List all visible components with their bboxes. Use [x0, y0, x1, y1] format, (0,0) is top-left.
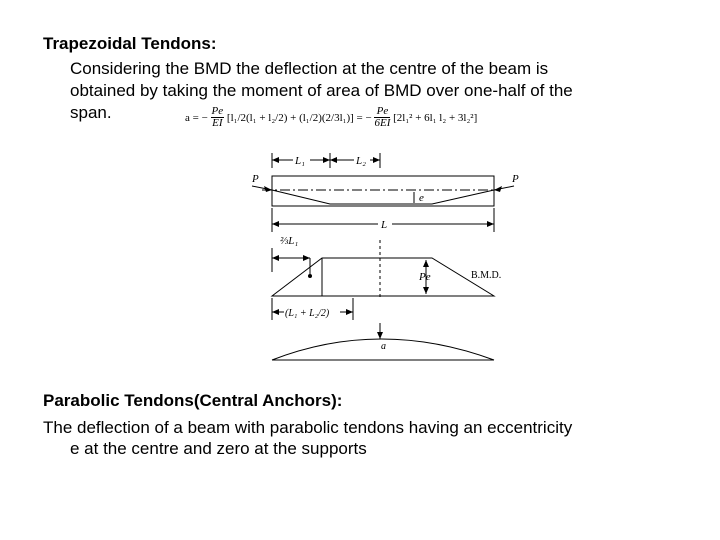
label-moment-arm: (L₁ + L₂/2) [285, 308, 330, 319]
trapezoidal-line-3: span. [70, 103, 112, 122]
label-l: L [381, 219, 388, 231]
beam-outline [272, 176, 494, 206]
parabolic-heading: Parabolic Tendons(Central Anchors): [43, 391, 343, 410]
arrowhead [423, 260, 429, 267]
formula-frac1-num: Pe [211, 105, 224, 117]
label-e: e [419, 192, 424, 204]
label-p-right: P [512, 173, 519, 185]
arrowhead [272, 157, 279, 163]
label-a: a [381, 341, 386, 352]
arrowhead [264, 186, 272, 192]
parabolic-line-1: The deflection of a beam with parabolic tendons having an eccentricity [43, 418, 573, 437]
arrowhead [303, 255, 310, 261]
formula-mid: [l₁/2(l₁ + l₂/2) + (l₁/2)(2/3l₁)] = − [226, 111, 372, 124]
formula-lhs: a = − [185, 111, 208, 124]
arrowhead [272, 309, 279, 315]
arrowhead [377, 332, 383, 339]
arrowhead [487, 221, 494, 227]
bmd-trapezoid [272, 258, 494, 296]
label-bmd: B.M.D. [471, 270, 502, 281]
trapezoidal-heading: Trapezoidal Tendons: [43, 34, 217, 53]
label-p-left: P [252, 173, 259, 185]
parabolic-line-2: e at the centre and zero at the supports [70, 439, 367, 458]
label-l1: L₁ [295, 155, 305, 167]
arrowhead [373, 157, 380, 163]
centroid-dot [308, 274, 312, 278]
formula-frac1-den: EI [212, 117, 223, 129]
trapezoidal-line-2: obtained by taking the moment of area of BMD over one-half of the [70, 81, 573, 100]
formula-frac2-num: Pe [374, 106, 390, 118]
arrowhead [346, 309, 353, 315]
formula-rhs: [2l₁² + 6l₁ l₂ + 3l₂²] [393, 111, 478, 124]
label-pe: Pe [419, 271, 431, 283]
arrowhead [423, 287, 429, 294]
label-two-thirds-l1: ⅔L₁ [280, 235, 299, 247]
arrowhead [494, 186, 502, 192]
arrowhead [330, 157, 337, 163]
label-l2: L₂ [356, 155, 366, 167]
formula-frac2-den: 6EI [374, 117, 391, 129]
trapezoidal-tendon [272, 190, 494, 204]
arrowhead [272, 221, 279, 227]
trapezoidal-line-1: Considering the BMD the deflection at the centre of the beam is [70, 59, 549, 78]
arrowhead [323, 157, 330, 163]
arrowhead [272, 255, 279, 261]
